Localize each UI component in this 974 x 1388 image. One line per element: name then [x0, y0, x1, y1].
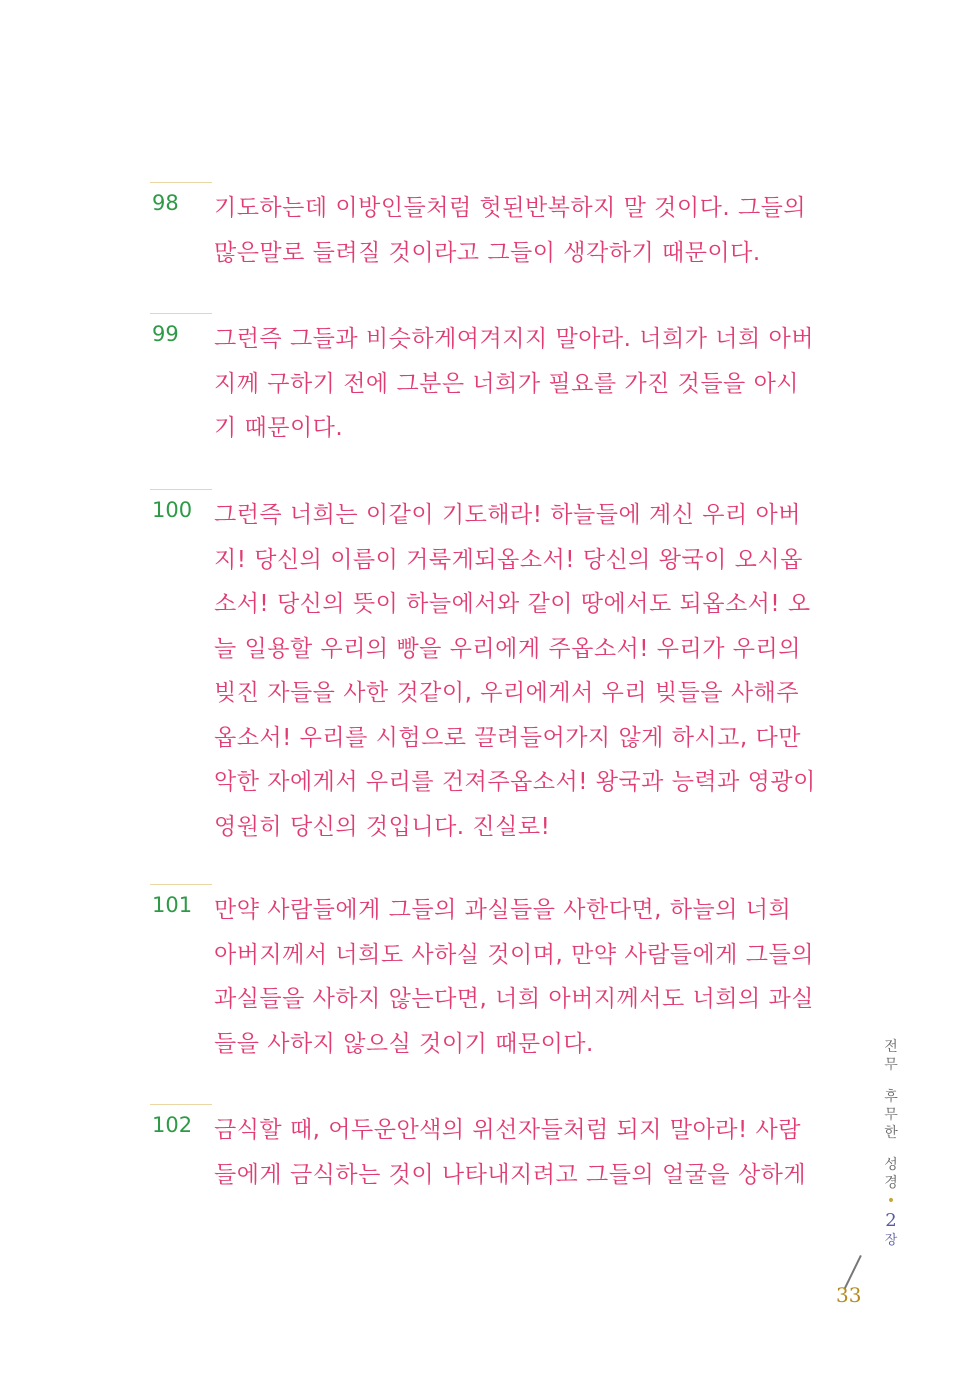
page-number: 33	[836, 1283, 862, 1307]
verse-number: 102	[152, 1113, 193, 1137]
title-char: 전	[884, 1039, 898, 1055]
chapter-number: 2	[885, 1210, 897, 1231]
verse-text	[214, 888, 814, 1066]
verse-number: 98	[152, 191, 179, 215]
verse-line: 소서! 당신의 뜻이 하늘에서와 같이 땅에서도 되옵소서! 오	[214, 591, 811, 617]
verse-line: 기 때문이다.	[214, 415, 344, 441]
verse-line: 들에게 금식하는 것이 나타내지려고 그들의 얼굴을 상하게	[214, 1161, 807, 1188]
verse-text	[214, 186, 807, 275]
verse-line: 악한 자에게서 우리를 건져주옵소서! 왕국과 능력과 영광이	[214, 769, 816, 795]
verse-line: 늘 일용할 우리의 빵을 우리에게 주옵소서! 우리가 우리의	[214, 635, 801, 662]
verse-rule	[150, 884, 212, 885]
verse-line: 지! 당신의 이름이 거룩게되옵소서! 당신의 왕국이 오시옵	[214, 546, 803, 573]
verse-line: 금식할 때, 어두운안색의 위선자들처럼 되지 말아라! 사람	[214, 1117, 801, 1143]
title-char: 한	[884, 1125, 898, 1141]
title-char: 무	[884, 1057, 898, 1073]
verse-text	[214, 493, 816, 849]
verse-line: 그런즉 그들과 비슷하게여겨지지 말아라. 너희가 너희 아버	[214, 326, 814, 352]
verse-number: 99	[152, 322, 179, 346]
verse-rule	[150, 1104, 212, 1105]
verse-line: 그런즉 너희는 이같이 기도해라! 하늘들에 계신 우리 아버	[214, 502, 801, 528]
verse-text	[214, 317, 814, 451]
verse-number: 101	[152, 893, 193, 917]
verse-text	[214, 1108, 807, 1197]
verse-line: 지께 구하기 전에 그분은 너희가 필요를 가진 것들을 아시	[214, 370, 800, 397]
verse-line: 많은말로 들려질 것이라고 그들이 생각하기 때문이다.	[214, 239, 761, 266]
verse-rule	[150, 182, 212, 183]
verse-line: 아버지께서 너희도 사하실 것이며, 만약 사람들에게 그들의	[214, 941, 814, 968]
bullet-dot: •	[886, 1193, 896, 1209]
title-char: 무	[884, 1107, 898, 1123]
verse-rule	[150, 313, 212, 314]
chapter-label: 장	[884, 1233, 898, 1248]
verse-line: 과실들을 사하지 않는다면, 너희 아버지께서도 너희의 과실	[214, 986, 814, 1012]
verse-line: 기도하는데 이방인들처럼 헛된반복하지 말 것이다. 그들의	[214, 195, 807, 221]
verse-number: 100	[152, 498, 193, 522]
title-char: 후	[884, 1089, 898, 1105]
verse-line: 만약 사람들에게 그들의 과실들을 사한다면, 하늘의 너희	[214, 897, 792, 923]
verse-line: 빚진 자들을 사한 것같이, 우리에게서 우리 빚들을 사해주	[214, 680, 800, 706]
running-title	[881, 1038, 901, 1250]
title-char: 경	[884, 1175, 898, 1191]
verse-line: 옵소서! 우리를 시험으로 끌려들어가지 않게 하시고, 다만	[214, 724, 801, 751]
title-char: 성	[884, 1157, 898, 1173]
verse-rule	[150, 489, 212, 490]
verse-line: 영원히 당신의 것입니다. 진실로!	[214, 813, 551, 840]
verse-line: 들을 사하지 않으실 것이기 때문이다.	[214, 1030, 594, 1057]
